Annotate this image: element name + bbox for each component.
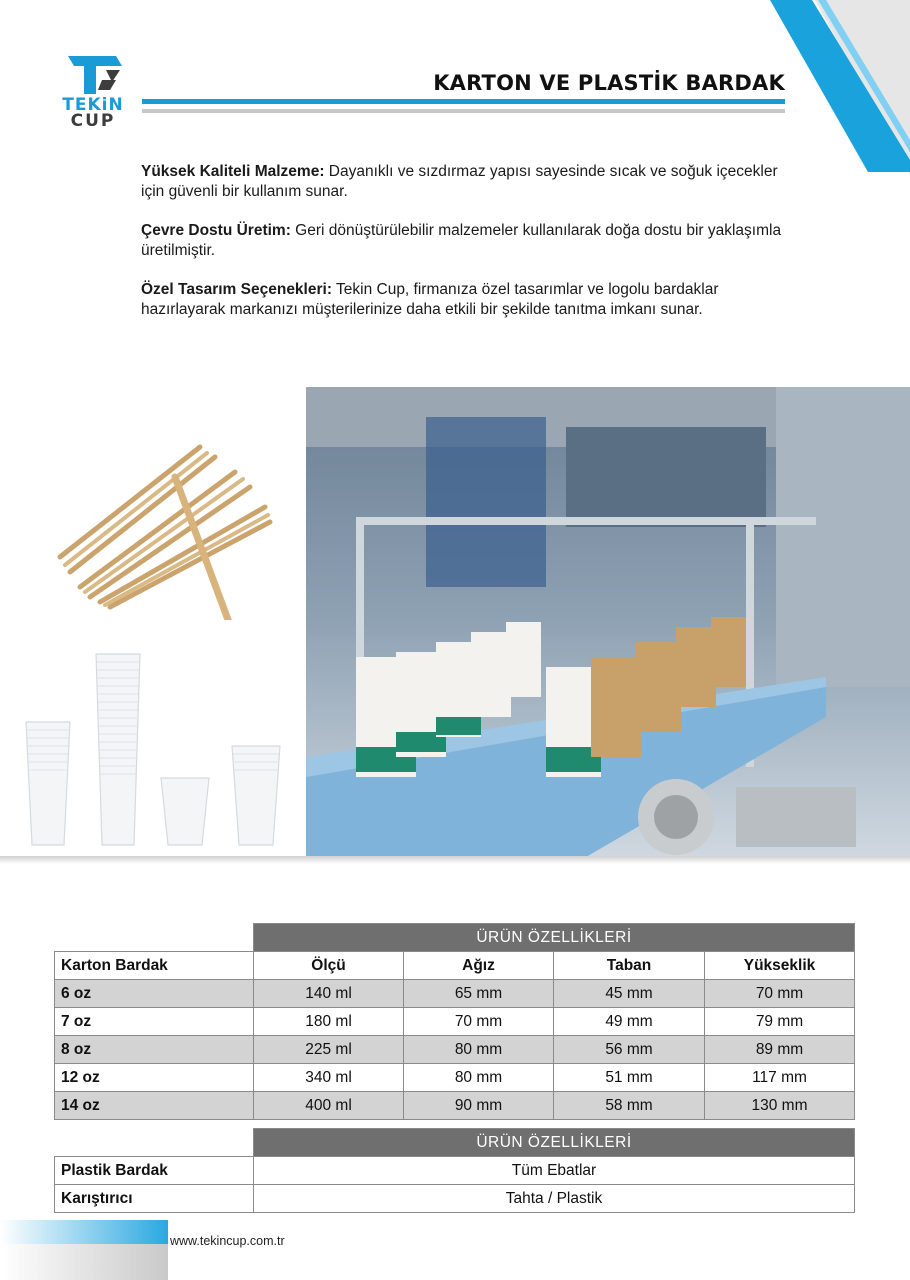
table-row bbox=[55, 1008, 855, 1036]
table-cell: 180 ml bbox=[254, 1008, 404, 1036]
plastik-table-header: ÜRÜN ÖZELLİKLERİ bbox=[254, 1129, 855, 1157]
table-cell: 89 mm bbox=[705, 1036, 855, 1064]
table-row bbox=[55, 1092, 855, 1120]
column-header: Taban bbox=[554, 952, 705, 980]
karton-specs-table bbox=[54, 923, 855, 1120]
feature-design-text: Tekin Cup, firmanıza özel tasarımlar ve logolu bardaklar hazırlayarak markanızı müşterilerinize daha etkili bir şekilde tanıtma imkanı sunar. bbox=[141, 281, 719, 318]
title-rule-gray bbox=[142, 109, 785, 113]
table-row bbox=[55, 1157, 855, 1185]
table-row bbox=[55, 980, 855, 1008]
table-cell: Tahta / Plastik bbox=[254, 1185, 855, 1213]
table-cell: 14 oz bbox=[55, 1092, 254, 1120]
logo-word-cup: CUP bbox=[70, 111, 116, 131]
table-cell: 65 mm bbox=[404, 980, 554, 1008]
table-cell: 51 mm bbox=[554, 1064, 705, 1092]
table-cell: 58 mm bbox=[554, 1092, 705, 1120]
table-cell: Tüm Ebatlar bbox=[254, 1157, 855, 1185]
table-cell: 6 oz bbox=[55, 980, 254, 1008]
feature-paragraphs bbox=[141, 162, 801, 339]
table-cell: 80 mm bbox=[404, 1064, 554, 1092]
table-cell: 340 ml bbox=[254, 1064, 404, 1092]
plastik-specs-table bbox=[54, 1128, 855, 1213]
column-header: Ağız bbox=[404, 952, 554, 980]
table-cell: 140 ml bbox=[254, 980, 404, 1008]
table-cell: 70 mm bbox=[705, 980, 855, 1008]
table-cell: 90 mm bbox=[404, 1092, 554, 1120]
title-rule-blue bbox=[142, 99, 785, 104]
column-header: Ölçü bbox=[254, 952, 404, 980]
table-cell: 49 mm bbox=[554, 1008, 705, 1036]
table-cell: 400 ml bbox=[254, 1092, 404, 1120]
table-row bbox=[55, 1064, 855, 1092]
feature-eco bbox=[141, 221, 801, 261]
table-row bbox=[55, 1185, 855, 1213]
image-shadow bbox=[0, 856, 910, 864]
table-cell: 117 mm bbox=[705, 1064, 855, 1092]
table-cell: 8 oz bbox=[55, 1036, 254, 1064]
feature-eco-text: Geri dönüştürülebilir malzemeler kullanılarak doğa dostu bir yaklaşımla üretilmiştir. bbox=[141, 222, 782, 259]
table-cell: 56 mm bbox=[554, 1036, 705, 1064]
feature-quality bbox=[141, 162, 801, 202]
feature-design-lead: Özel Tasarım Seçenekleri: bbox=[141, 281, 332, 298]
table-row bbox=[55, 1036, 855, 1064]
column-header: Yükseklik bbox=[705, 952, 855, 980]
logo-wordmark bbox=[53, 97, 133, 129]
feature-design bbox=[141, 280, 801, 320]
column-header: Karton Bardak bbox=[55, 952, 254, 980]
feature-quality-lead: Yüksek Kaliteli Malzeme: bbox=[141, 163, 325, 180]
page-title: KARTON VE PLASTİK BARDAK bbox=[433, 71, 785, 95]
footer-corner-decoration bbox=[0, 1220, 168, 1280]
table-cell: Plastik Bardak bbox=[55, 1157, 254, 1185]
plastic-cups-image bbox=[0, 620, 306, 856]
table-cell: 70 mm bbox=[404, 1008, 554, 1036]
feature-quality-text: Dayanıklı ve sızdırmaz yapısı sayesinde sıcak ve soğuk içecekler için güvenli bir kullanım sunar. bbox=[141, 163, 778, 200]
feature-eco-lead: Çevre Dostu Üretim: bbox=[141, 222, 291, 239]
table-cell: 130 mm bbox=[705, 1092, 855, 1120]
wooden-stirrers-image bbox=[0, 387, 306, 620]
production-line-image bbox=[306, 387, 910, 857]
table-cell: 225 ml bbox=[254, 1036, 404, 1064]
table-cell: 45 mm bbox=[554, 980, 705, 1008]
logo-word-tekin: TEKiN bbox=[62, 95, 124, 115]
footer-website-link[interactable]: www.tekincup.com.tr bbox=[170, 1234, 285, 1248]
table-cell: Karıştırıcı bbox=[55, 1185, 254, 1213]
table-cell: 7 oz bbox=[55, 1008, 254, 1036]
table-cell: 80 mm bbox=[404, 1036, 554, 1064]
table-cell: 79 mm bbox=[705, 1008, 855, 1036]
karton-table-header: ÜRÜN ÖZELLİKLERİ bbox=[254, 924, 855, 952]
table-cell: 12 oz bbox=[55, 1064, 254, 1092]
